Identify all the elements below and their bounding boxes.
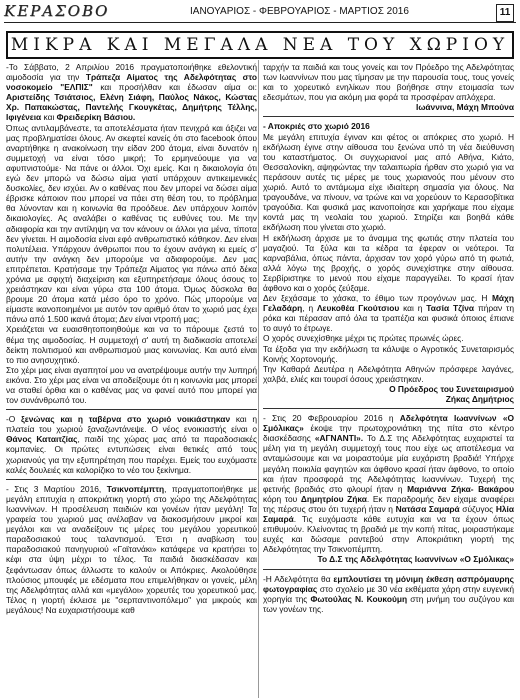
- village-carnival-paragraph: Η εκδήλωση άρχισε με το άναμμα της φωτιάς στην πλατεία του μαγαζιού. Τα ξύλα και τα κέδρα τα έφεραν οι νεότεροι. Τα καρναβάλια, όπως πάντα, άρχισαν τον χορό γύρω από τη φωτιά, αλλά λόγω της βροχής, ο χορός συνεχίστηκε στην αίθουσα. Σερβίριστηκε το μενού που είχαμε παραγγείλει. Το κρασί ήταν άφθονο και ο χορός ζεύξαμε.: [263, 232, 514, 293]
- blood-donation-paragraph: Όπως αντιλαμβάνεστε, τα αποτελέσματα ήταν πενιχρά και άξιζει να μας προβληματίσει όλους. Αν σκεφτεί κανείς ότι στο facebook όπου αναρτήθηκε η ανακοίνωση την είδαν 200 άτομα, είναι δυνατόν η συμμετοχή να είναι τόσο μικρή; Το ερμηνεύουμε για να αφυπνιστούμε· Να πάνε οι άλλοι. Όχι εμείς. Και η δικαιολογία ότι εγώ δεν μπορώ να δώσω αίμα γιατί υπάρχουν αντικειμενικές δυσκολίες, δεν ισχύει. Αν ο καθένας που δεν μπορεί να δώσει αίμα έβρισκε κάποιον που μπορεί να πάει στη θέση του, το πρόβλημα θα λύνονταν και η κοινωνία θα προόδευε. Δεν υπάρχουν λοιπόν δικαιολογίες. Ας αναλάβει ο καθένας τις ευθύνες του. Με την αδιαφορία και την αντίληψη να τον κάνουν οι άλλοι για μένα, τίποτα δεν γίνεται. Η αιμοδοσία είναι εφό ανθρωπιστικό κάθηκον. Δεν είναι πολυτέλεια. Υπάρχουν άνθρωποι που το έχουν ανάγκη κι εμείς σ' αυτήν την ανάγκη δεν μπορούμε να αδιαφορούμε. Δεν μας επιτρέπεται. Κρατήσαμε την Τράπεζα Αίματος για πάνω από δέκα χρόνια με σφιχτή διαχείριση και εξυπηρετήσαμε όλους όσους το χρειάστηκαν και είναι γύρω στα 100 άτομα. Όμως δύσκολα θα βρουμε 20 άτομα κατά μέσο όρο το χρόνο. Πώς μπορούμε να είμαστε ικανοποιημένοι με αυτόν τον αριθμό όταν το χωριό μας έχει πάνω από 1.500 ικανά άτομα; Δεν είναι ντροπή μας;: [6, 122, 257, 325]
- village-carnival-paragraph: Ο χορός συνεχίσθηκε μέχρι τις πρώτες πρωινές ώρες.: [263, 333, 464, 344]
- photo-exhibition-article: -Η Αδελφότητα θα εμπλουτίσει τη μόνιμη έκθεση ασπρόμαυρης φωτογραφίας στο σχολείο με 30 νέα εκθέματα χάρη στην ευγενική χορηγία της Φωτούλας Ν. Κουκούμη στη μνήμη του συζύγου και των γονέων της.: [263, 573, 514, 614]
- article-signature: Ιωάννινα, Μάχη Μπούνα: [416, 102, 514, 113]
- article-separator: [263, 116, 514, 117]
- article-separator: [263, 408, 514, 409]
- guesthouse-article: -Ο ξενώνας και η ταβέρνα στο χωριό νοικιάστηκαν και η πλατεία του χωριού ξαναζωντάνεψε. Ο νέος ενοικιαστής είναι ο Θάνος Καταιτζίας, παιδί της χώρας μας από τα παραδοσιακές κομπανίες. Οι πρώτες εντυπώσεις είναι θετικές από τους χωριανούς για την εξυπηρέτηση που παρέχει. Εμείς του ευχόμαστε καλές δουλειές και καλορίζικο το νέο του ξεκίνημα.: [6, 414, 257, 475]
- left-column: [6, 62, 257, 698]
- pita-cutting-article: - Στις 20 Φεβρουαρίου 2016 η Αδελφότητα Ιωαννίνων «Ο Σμόλικας» έκοψε την πρωτοχρονιάτικη της πίτα στο κέντρο διασκέδασης «ΑΓΝΑΝΤΙ». Το Δ.Σ της Αδελφότητας ευχαριστεί τα μέλη για τη μεγάλη συμμετοχή τους που είχε ως αποτέλεσμα να ανταμώσουμε και να μοιραστούμε μία ευχάριστη βραδιά! Υπήρχε μεγάλη ποικιλία φαγητών και άφθονο κρασί ήταν άφθονο, το οποίο και ήταν προσφορά της Αδελφότητας Ιωαννίνων. Τυχερή της φετινής βραδιάς στο φλουρί ήταν η Μαριάννα Ζήκα- Βακάρου κόρη του Δημητρίου Ζήκα. Εκ παραδρομής δεν είχαμε αναφέρει της πέρσυς στου ότι τυχερή ήταν η Νατάσα Σαμαρά σύζυγος Ηλία Σαμαρά. Τις ευχόμαστε κάθε ευτυχία και να τα έχουν όπως επιθυμούν. Κλείνοντας τη βραδιά με την κοπή πίτας, μοιραστήκαμε ευχές και δώσαμε ραντεβού στην Αποκριάτικη γιορτή της Αδελφότητας την Τσικνοπέμπτη.: [263, 413, 514, 555]
- right-column: [263, 62, 514, 698]
- carnival-ioannina-continued: ταρχήν τα παιδιά και τους γονείς και τον Πρόεδρο της Αδελφότητας των Ιωαννίνων που μας τίμησαν με την παρουσία τους, τους γονείς και το χορευτικό ενηλίκων που βοήθησε στην ετοιμασία των εδεσμάτων, που για ακόμη μια φορά τα προσφέραν απλόχερα.: [263, 62, 514, 103]
- article-separator: [6, 409, 257, 410]
- page-header: [0, 0, 520, 24]
- village-carnival-paragraph: Την Καθαρά Δευτέρα η Αδελφότητα Αθηνών πρόσφερε λαγάνες, χαλβά, ελιές και τουρσί όσους χρειάστηκαν.: [263, 363, 514, 384]
- village-carnival-paragraph: Με μεγάλη επιτυχία έγιναν και φέτος οι απόκριες στο χωριό. Η εκδήλωση έγινε στην αίθουσα του ξενώνα υπό τη νέα διεύθυνση του καταστήματος. Οι συγχωριανοί μας από Αθήνα, Κιάτο, Θεσσαλονίκη, αψηφώντας την ταλαιπωρία ήρθαν στο χωριό για να περάσουν αυτές τις μέρες με τους χωριανούς που μένουν στο χωριό. Αυτό το αντάμωμα είχε ιδιαίτερη σημασία για όλους. Να τραγουδάνε, να πίνουν, να τρώνε και να χορεύουν το Κερασοβίτικα τραγούδια. Και φυσικά μας ικανοποίησε και χαρήκαμε που είχαμε κοντά μας τη νεολαία του χωριού. Στηρίζει και βοηθά κάθε εκδήλωση που γίνεται στο χωριό.: [263, 131, 514, 233]
- header-rule: [4, 22, 516, 23]
- article-separator: [6, 479, 257, 480]
- article-separator: [263, 569, 514, 570]
- section-title-box: [6, 31, 514, 59]
- village-carnival-heading: - Αποκριές στο χωριό 2016: [263, 121, 370, 132]
- page-number: 11: [496, 4, 514, 22]
- newspaper-brand: ΚΕΡΑΣΟΒΟ: [4, 2, 110, 20]
- carnival-ioannina-article: - Στις 3 Μαρτίου 2016, Τσικνοπέμπτη, πραγματοποιήθηκε με μεγάλη επιτυχία η αποκριάτικη γιορτή στο χώρο της Αδελφότητας Ιωαννίνων. Η προσέλευση παιδιών και γονέων ήταν μεγάλη! Τα γραφεία του χωριού μας ανέλαβαν να διακοσμήσουν μικροί και μεγάλοι και να αναδείξουν τις μέρες του μεγάλου χορευτικού παραδοσιακού τους ταλαντισμού. Έτσι η αναβίωση του παραδοσιακού πανηγυριού «Γαϊτανάκι» κατάφερε να κρατήσει το κέφι στα ύψη μέχρι το τέλος. Τα παιδιά διασκέδασαν και ξεφάντωσαν όπως άλλωστε το καλούν οι Απόκριες. Ακολούθησε πλούσιος μπουφές με εδέσματα που επιμελήθηκαν οι γονείς, μέλη της Αδελφότητας αλλά και «μεγάλοι» χορευτές του χορευτικού μας. Τέλος η γιορτή έκλεισε με "σερπαντινοπόλεμο" για μικρούς και μεγάλους! Να ευχαριστήσουμε καθ: [6, 483, 257, 615]
- village-carnival-paragraph: Δεν ξεχάσαμε το χάσκα, το έθιμο των προγόνων μας. Η Μάχη Γελαδάρη, η Λευκοθέα Γκούτσιου και η Τασία Τζίνα πήραν τη ρόκα και πέρασαν από όλα τα τραπέζια και φυσικά όποιος έπιανε το αυγό το έτρωγε.: [263, 293, 514, 334]
- article-signature: Ο Πρόεδρος του Συνεταιρισμού: [389, 383, 514, 394]
- section-title: ΜΙΚΡΑ ΚΑΙ ΜΕΓΑΛΑ ΝΕΑ ΤΟΥ ΧΩΡΙΟΥ: [10, 35, 510, 55]
- issue-date: ΙΑΝΟΥΑΡΙΟΣ - ΦΕΒΡΟΥΑΡΙΟΣ - ΜΑΡΤΙΟΣ 2016: [190, 6, 409, 17]
- village-carnival-paragraph: Τα έξοδα για την εκδήλωση τα κάλυψε ο Αγροτικός Συνεταιρισμός Κοινής Χορτονομής.: [263, 343, 514, 364]
- article-signature: Το Δ.Σ της Αδελφότητας Ιωαννίνων «Ο Σμόλικας»: [317, 554, 514, 565]
- column-divider: [258, 60, 259, 698]
- blood-donation-article: -Το Σάββατο, 2 Απριλίου 2016 πραγματοποιήθηκε εθελοντική αιμοδοσία για την Τράπεζα Αίματος της Αδελφότητας στο νοσοκομείο "ΕΛΠΙΣ" και προσήλθαν και έδωσαν αίμα οι: Αριστείδης Τσιάτσιος, Ελένη Σιάφη, Παύλος Νάκος, Κώστας Χρ. Παπακώστας, Παντελής Γκουγκέτας, Δημήτρης Τέλλης, Ιφιγένεια και Φρειδερίκη Βάσιου.: [6, 62, 257, 123]
- article-signature: Ζήκας Δημήτριος: [445, 394, 514, 404]
- blood-donation-paragraph: Χρειάζεται να ευαισθητοποιηθούμε και να το πάρουμε ζεστά το θέμα της αιμοδοσίας. Η συμμετοχή σ' αυτή τη διαδικασία αποτελεί δείκτη πολιτισμού και ανθρωπισμού μιας κοινωνίας. Και αυτό είναι το πιο ανησυχητικό.: [6, 324, 257, 365]
- blood-donation-paragraph: Στο χέρι μας είναι αγαπητοί μου να ανατρέψουμε αυτήν την λυπηρή εικόνα. Στο χέρι μας είναι να αποδείξουμε ότι η κοινωνία μας μπορεί να σταθεί όρθια και ο καθένας μας να φανεί αυτό που μπορεί για τον συνάνθρωπό του.: [6, 364, 257, 406]
